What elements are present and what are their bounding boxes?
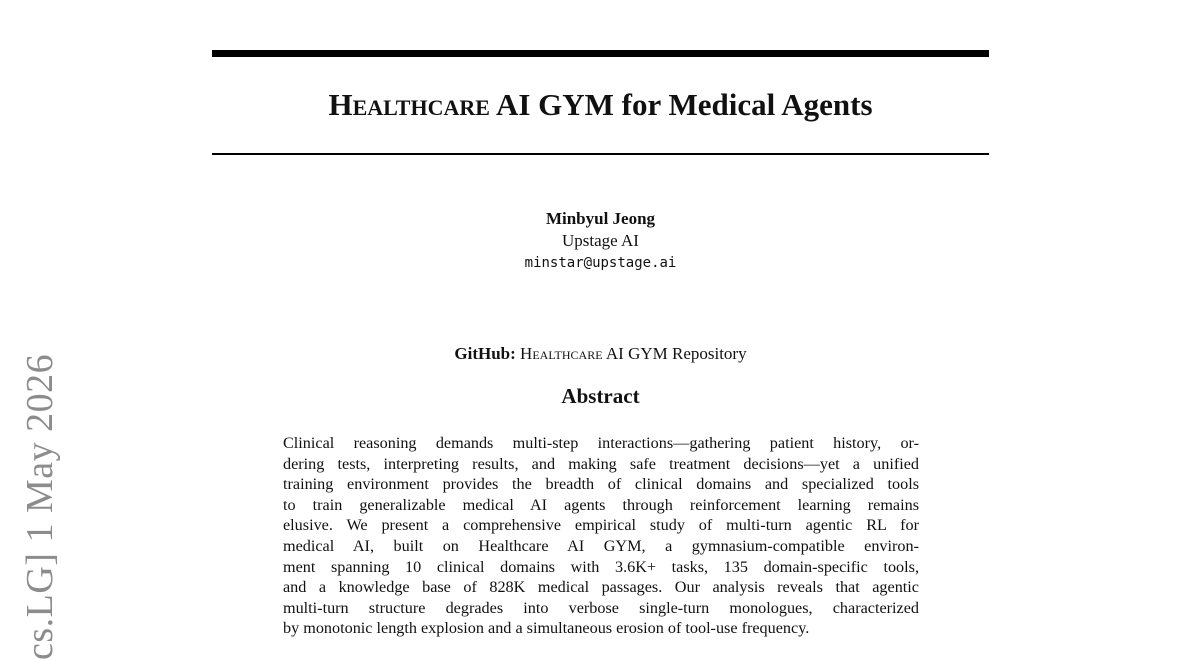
github-line [212,343,989,365]
abstract-line: and a knowledge base of 828K medical passages. Our analysis reveals that agentic [283,578,919,597]
arxiv-side-stamp: cs.LG] 1 May 2026 [19,353,61,660]
abstract-heading: Abstract [561,384,640,408]
abstract-line: training environment provides the breadth of clinical domains and specialized tools [283,475,919,494]
abstract-line: to train generalizable medical AI agents through reinforcement learning remains [283,495,919,514]
title-smallcaps: Healthcare [328,87,490,122]
abstract-line: by monotonic length explosion and a simultaneous erosion of tool-use frequency. [283,619,810,638]
author-block [212,208,989,274]
abstract-line: dering tests, interpreting results, and making safe treatment decisions—yet a unified [283,454,919,473]
title-bottom-rule [212,153,989,155]
abstract-body [283,433,919,639]
abstract-line: medical AI, built on Healthcare AI GYM, a gymnasium-compatible environ- [283,536,919,555]
abstract-line: multi-turn structure degrades into verbose single-turn monologues, characterized [283,598,919,617]
abstract-line: elusive. We present a comprehensive empirical study of multi-turn agentic RL for [283,516,919,535]
abstract-line: ment spanning 10 clinical domains with 3.6K+ tasks, 135 domain-specific tools, [283,557,919,576]
author-email[interactable]: minstar@upstage.ai [524,255,677,271]
github-rest: AI GYM Repository [602,344,747,363]
paper-title [212,85,989,125]
title-top-rule [212,50,989,57]
github-label: GitHub: [454,344,516,363]
github-repository-link[interactable] [520,344,747,363]
abstract-line: Clinical reasoning demands multi-step interactions—gathering patient history, or- [283,434,919,452]
author-name: Minbyul Jeong [545,209,656,228]
author-affiliation: Upstage AI [562,231,639,250]
github-smallcaps: Healthcare [520,344,603,363]
title-rest: AI GYM for Medical Agents [489,87,873,122]
